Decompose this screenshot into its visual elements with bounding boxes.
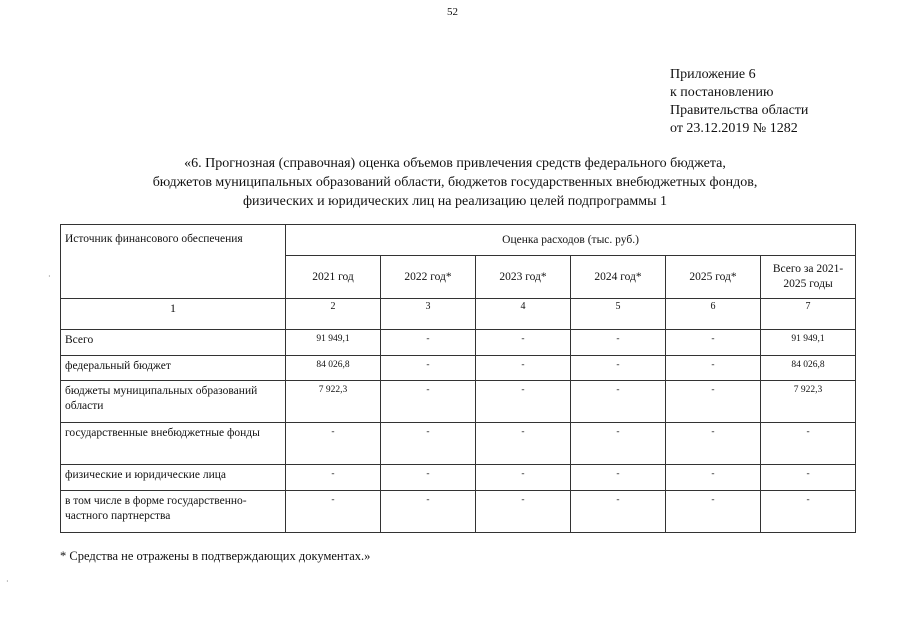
- column-number: 6: [666, 299, 761, 330]
- value-cell: -: [571, 465, 666, 491]
- column-number-row: [61, 299, 856, 330]
- value-cell: -: [476, 356, 571, 381]
- year-header: 2024 год*: [571, 256, 666, 299]
- expense-estimate-header: Оценка расходов (тыс. руб.): [286, 225, 856, 256]
- value-cell: -: [381, 381, 476, 423]
- page-number: 52: [447, 6, 458, 18]
- value-cell: 91 949,1: [761, 330, 856, 356]
- value-cell: -: [571, 330, 666, 356]
- column-number: 3: [381, 299, 476, 330]
- year-header: 2021 год: [286, 256, 381, 299]
- value-cell: -: [381, 423, 476, 465]
- value-cell: -: [476, 423, 571, 465]
- title-line: «6. Прогнозная (справочная) оценка объемов привлечения средств федерального бюджета,: [184, 156, 726, 171]
- value-cell: -: [761, 423, 856, 465]
- header-row: [61, 225, 856, 256]
- table-row: [61, 491, 856, 533]
- document-title: [60, 154, 850, 211]
- source-cell: федеральный бюджет: [61, 356, 286, 381]
- value-cell: -: [381, 491, 476, 533]
- column-number: 5: [571, 299, 666, 330]
- value-cell: 84 026,8: [286, 356, 381, 381]
- source-column-header: Источник финансового обеспечения: [61, 225, 286, 299]
- financing-table: [60, 224, 856, 533]
- value-cell: -: [761, 491, 856, 533]
- total-header: Всего за 2021-2025 годы: [761, 256, 856, 299]
- table-row: [61, 465, 856, 491]
- scan-dot: ·: [48, 272, 51, 281]
- value-cell: -: [666, 491, 761, 533]
- footnote: * Средства не отражены в подтверждающих документах.»: [60, 549, 371, 563]
- scan-dot: ·: [6, 577, 9, 586]
- table-row: [61, 356, 856, 381]
- value-cell: -: [476, 465, 571, 491]
- table-row: [61, 381, 856, 423]
- value-cell: -: [381, 330, 476, 356]
- source-cell: государственные внебюджетные фонды: [61, 423, 286, 465]
- column-number: 1: [61, 299, 286, 330]
- column-number: 7: [761, 299, 856, 330]
- value-cell: -: [571, 381, 666, 423]
- value-cell: -: [666, 330, 761, 356]
- appendix-line: Правительства области: [670, 103, 809, 118]
- value-cell: -: [666, 381, 761, 423]
- value-cell: -: [286, 491, 381, 533]
- value-cell: -: [571, 356, 666, 381]
- value-cell: -: [286, 465, 381, 491]
- appendix-header: [670, 66, 808, 138]
- appendix-line: к постановлению: [670, 85, 774, 100]
- year-header: 2022 год*: [381, 256, 476, 299]
- value-cell: -: [666, 356, 761, 381]
- value-cell: 7 922,3: [286, 381, 381, 423]
- value-cell: -: [761, 465, 856, 491]
- column-number: 2: [286, 299, 381, 330]
- value-cell: -: [666, 423, 761, 465]
- title-line: бюджетов муниципальных образований области, бюджетов государственных внебюджетных фондов,: [152, 175, 758, 190]
- title-line: физических и юридических лиц на реализацию целей подпрограммы 1: [242, 194, 668, 209]
- appendix-line: от 23.12.2019 № 1282: [670, 121, 798, 136]
- value-cell: -: [286, 423, 381, 465]
- source-cell: физические и юридические лица: [61, 465, 286, 491]
- value-cell: 7 922,3: [761, 381, 856, 423]
- source-cell: в том числе в форме государственно-частного партнерства: [61, 491, 286, 533]
- year-header: 2025 год*: [666, 256, 761, 299]
- table-row: [61, 330, 856, 356]
- value-cell: 84 026,8: [761, 356, 856, 381]
- value-cell: -: [381, 465, 476, 491]
- value-cell: -: [476, 330, 571, 356]
- value-cell: -: [666, 465, 761, 491]
- column-number: 4: [476, 299, 571, 330]
- table-row: [61, 423, 856, 465]
- value-cell: 91 949,1: [286, 330, 381, 356]
- source-cell: Всего: [61, 330, 286, 356]
- value-cell: -: [381, 356, 476, 381]
- value-cell: -: [476, 381, 571, 423]
- year-header: 2023 год*: [476, 256, 571, 299]
- value-cell: -: [476, 491, 571, 533]
- value-cell: -: [571, 491, 666, 533]
- value-cell: -: [571, 423, 666, 465]
- source-cell: бюджеты муниципальных образований области: [61, 381, 286, 423]
- appendix-line: Приложение 6: [670, 67, 756, 82]
